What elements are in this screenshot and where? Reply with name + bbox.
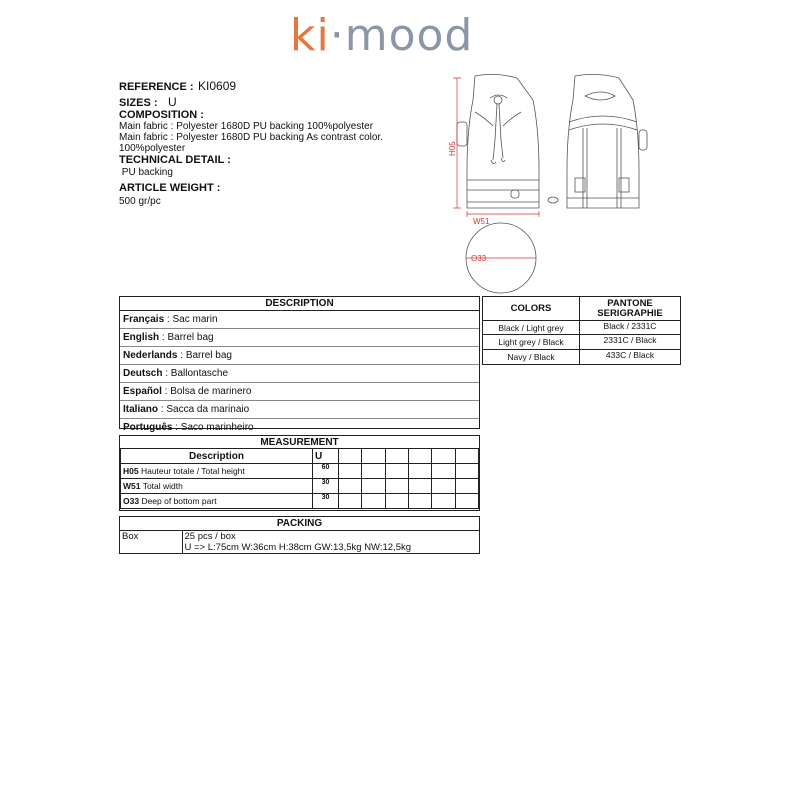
pantone-value: 433C / Black — [580, 350, 681, 365]
spec-block — [119, 77, 439, 207]
separator: : — [164, 314, 173, 325]
measurement-row — [121, 464, 479, 479]
bottom-label: O33 — [471, 254, 487, 263]
composition-label: COMPOSITION : — [119, 109, 204, 121]
separator: : — [159, 332, 168, 343]
separator: : — [161, 386, 171, 397]
translation: Barrel bag — [185, 350, 232, 361]
separator: : — [172, 422, 181, 433]
packing-line1: 25 pcs / box — [184, 531, 236, 542]
packing-line2: U => L:75cm W:36cm H:38cm GW:13,5kg NW:12,5kg — [184, 542, 412, 553]
description-table — [119, 296, 480, 433]
composition-line: 100%polyester — [119, 143, 186, 154]
description-row — [120, 401, 479, 419]
measurement-size-header: U — [313, 449, 339, 464]
measurement-label: Hauteur totale / Total height — [138, 466, 245, 476]
measurement-table — [119, 435, 480, 511]
separator: : — [162, 368, 171, 379]
separator: : — [158, 404, 167, 415]
measurement-label: Deep of bottom part — [139, 496, 217, 506]
translation: Bolsa de marinero — [170, 386, 252, 397]
technical-label: TECHNICAL DETAIL : — [119, 154, 231, 166]
measurement-desc-header: Description — [121, 449, 313, 464]
measurement-value: 30 — [313, 479, 339, 494]
technical-value: PU backing — [119, 167, 173, 178]
logo-mood: mood — [344, 10, 474, 61]
color-name: Light grey / Black — [483, 335, 580, 350]
language-label: Português — [123, 422, 173, 433]
color-name: Navy / Black — [483, 350, 580, 365]
reference-value: KI0609 — [198, 79, 237, 93]
back-bag-outline — [567, 74, 639, 208]
measurement-desc — [121, 479, 313, 494]
measurement-value: 60 — [313, 464, 339, 479]
height-label: H05 — [448, 141, 457, 156]
translation: Ballontasche — [170, 368, 229, 379]
width-label: W51 — [473, 217, 490, 226]
description-row — [120, 311, 479, 329]
description-rows — [120, 311, 479, 436]
colors-table — [482, 296, 681, 365]
packing-details — [182, 531, 479, 553]
reference-label: REFERENCE : — [119, 81, 194, 93]
packing-label: Box — [120, 531, 182, 553]
description-row — [120, 383, 479, 401]
description-row — [120, 419, 479, 436]
language-label: Español — [123, 386, 162, 397]
description-row — [120, 347, 479, 365]
color-name: Black / Light grey — [483, 321, 580, 335]
sizes-value: U — [167, 95, 177, 109]
measurement-code: O33 — [123, 496, 140, 506]
language-label: Deutsch — [123, 368, 163, 379]
translation: Sac marin — [172, 314, 218, 325]
front-bag-outline — [467, 74, 539, 208]
language-label: Italiano — [123, 404, 159, 415]
measurement-desc — [121, 494, 313, 509]
measurement-row — [121, 479, 479, 494]
logo-ki: ki — [290, 10, 330, 61]
measurement-desc — [121, 464, 313, 479]
colors-header: COLORS — [483, 297, 580, 321]
sizes-label: SIZES : — [119, 97, 158, 109]
translation: Barrel bag — [167, 332, 214, 343]
translation: Sacca da marinaio — [166, 404, 250, 415]
language-label: Nederlands — [123, 350, 178, 361]
measurement-code: W51 — [123, 481, 141, 491]
pantone-value: Black / 2331C — [580, 321, 681, 335]
language-label: English — [123, 332, 160, 343]
description-row — [120, 329, 479, 347]
brand-logo — [290, 8, 490, 70]
pantone-header-line2: SERIGRAPHIE — [597, 307, 663, 319]
measurement-value: 30 — [313, 494, 339, 509]
description-title: DESCRIPTION — [120, 297, 479, 311]
logo-dot: · — [329, 10, 345, 61]
measurement-grid — [120, 448, 479, 509]
weight-label: ARTICLE WEIGHT : — [119, 182, 221, 194]
separator: : — [177, 350, 186, 361]
composition-line: Main fabric : Polyester 1680D PU backing 100%polyester — [119, 121, 374, 132]
bag-technical-drawing — [435, 70, 650, 295]
packing-table — [119, 516, 480, 554]
pantone-header — [580, 297, 681, 321]
measurement-code: H05 — [123, 466, 139, 476]
pantone-header-line1: PANTONE — [607, 297, 653, 309]
pantone-value: 2331C / Black — [580, 335, 681, 350]
weight-value: 500 gr/pc — [119, 196, 161, 207]
description-row — [120, 365, 479, 383]
measurement-label: Total width — [140, 481, 183, 491]
packing-title: PACKING — [120, 517, 479, 531]
measurement-title: MEASUREMENT — [260, 437, 339, 448]
language-label: Français — [123, 314, 165, 325]
translation: Saco marinheiro — [180, 422, 254, 433]
packing-grid — [120, 531, 479, 553]
measurement-row — [121, 494, 479, 509]
composition-line: Main fabric : Polyester 1680D PU backing As contrast color. — [119, 132, 384, 143]
